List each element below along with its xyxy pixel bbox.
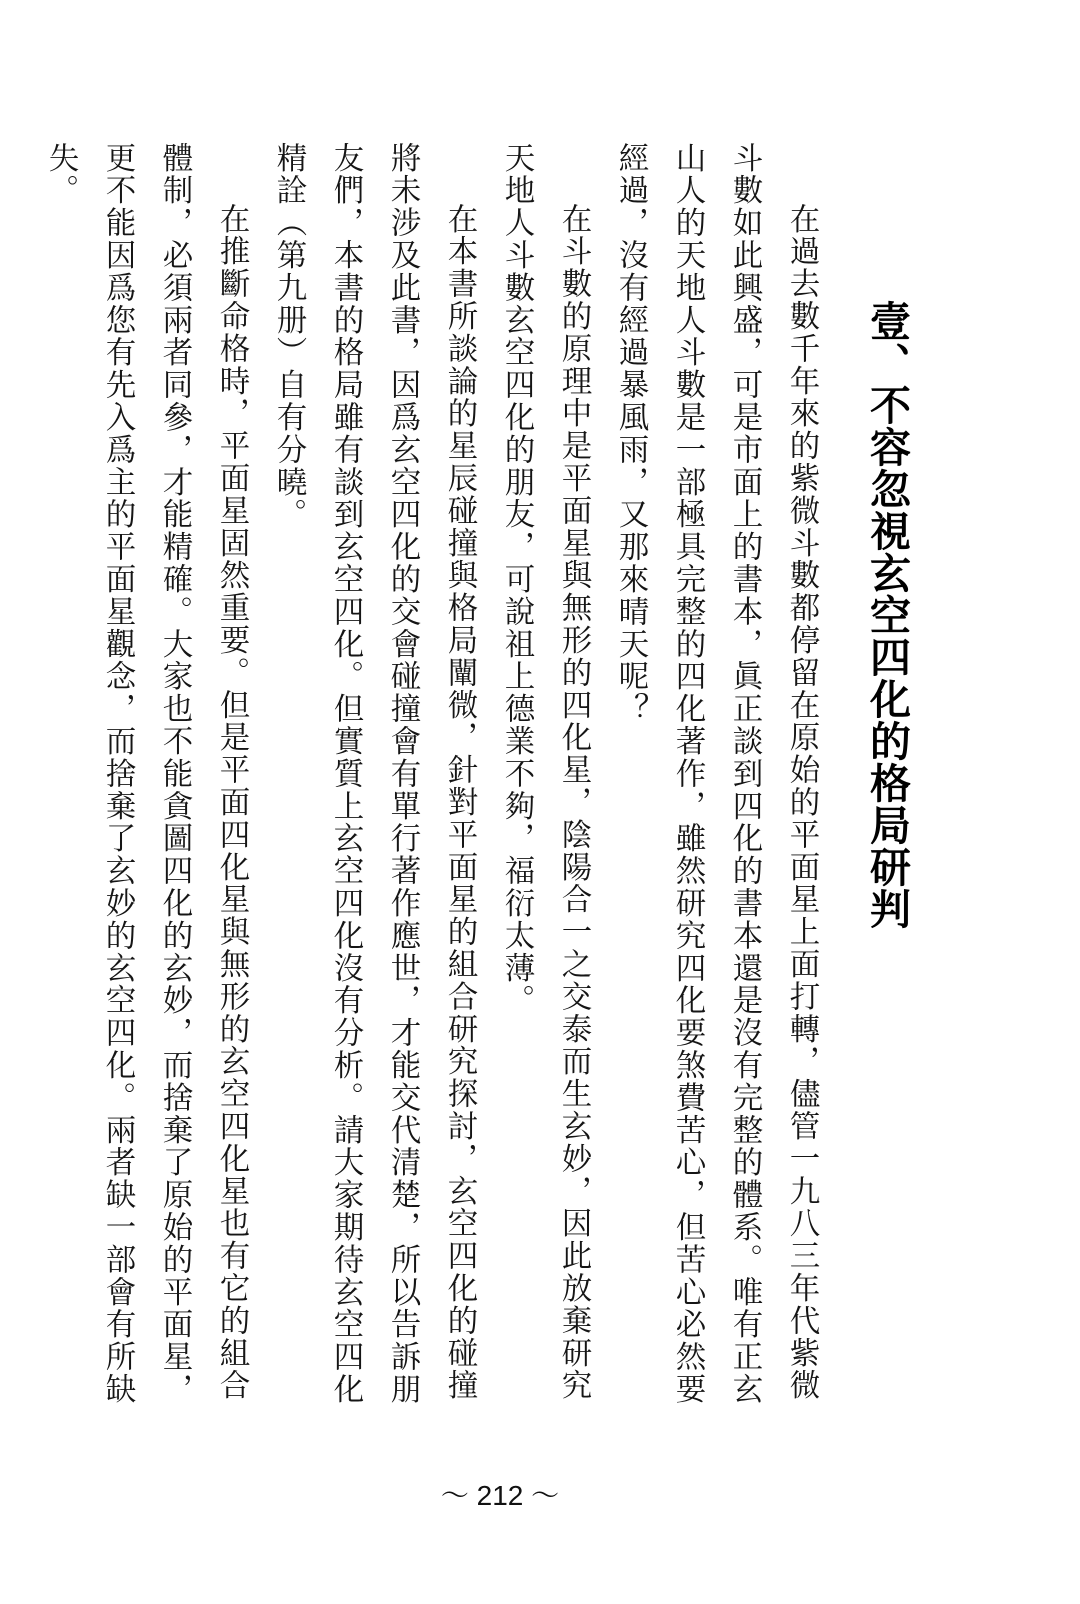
chapter-heading: 壹、不容忽視玄空四化的格局研判 bbox=[863, 300, 911, 930]
paragraph-1: 在過去數千年來的紫微斗數都停留在原始的平面星上面打轉，儘管一九八三年代紫微斗數如此興盛，可是市面上的書本，眞正談到四化的書本還是沒有完整的體系。唯有正玄山人的天地人斗數是一部極具完整的四化著作，雖然研究四化要煞費苦心，但苦心必然要經過，沒有經過暴風雨，又那來晴天呢？ bbox=[613, 142, 819, 1406]
paragraph-3: 在本書所談論的星辰碰撞與格局闡微，針對平面星的組合研究探討，玄空四化的碰撞將未涉及此書，因爲玄空四化的交會碰撞會有單行著作應世，才能交代清楚，所以告訴朋友們，本書的格局雖有談到玄空四化。但實質上玄空四化沒有分析。請大家期待玄空四化精詮（第九册）自有分曉。 bbox=[271, 142, 477, 1406]
paragraph-2: 在斗數的原理中是平面星與無形的四化星，陰陽合一之交泰而生玄妙，因此放棄研究天地人斗數玄空四化的朋友，可說祖上德業不夠，福衍太薄。 bbox=[499, 142, 591, 1402]
paragraph-4: 在推斷命格時，平面星固然重要。但是平面四化星與無形的玄空四化星也有它的組合體制，必須兩者同參，才能精確。大家也不能貪圖四化的玄妙，而捨棄了原始的平面星，更不能因爲您有先入爲主的平面星觀念，而捨棄了玄妙的玄空四化。兩者缺一部會有所缺失。 bbox=[43, 142, 249, 1406]
page-number: ～ 212 ～ bbox=[440, 1480, 560, 1511]
body-text bbox=[32, 142, 830, 1432]
